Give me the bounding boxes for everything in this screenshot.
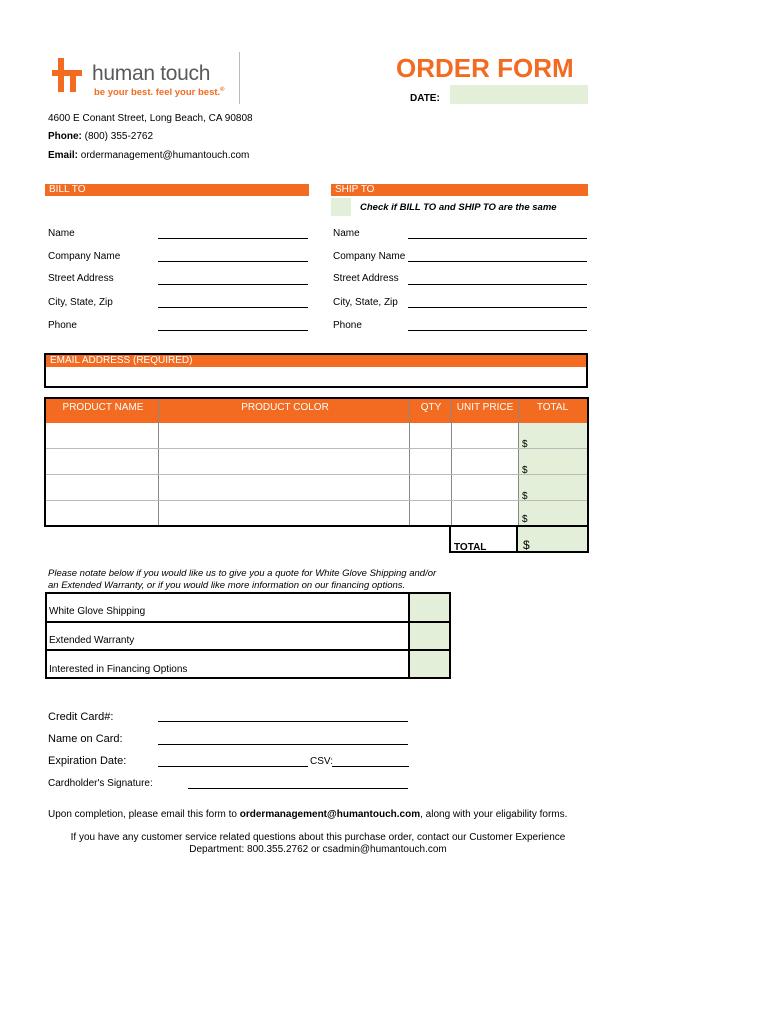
logo-divider xyxy=(239,52,240,104)
signature-label: Cardholder's Signature: xyxy=(48,778,153,789)
csv-label: CSV: xyxy=(310,756,333,767)
col-divider xyxy=(158,399,159,525)
ship-to-company-input[interactable] xyxy=(408,261,587,262)
ship-to-name-label: Name xyxy=(333,228,360,239)
financing-checkbox[interactable] xyxy=(410,651,449,677)
bill-to-phone-label: Phone xyxy=(48,320,77,331)
csv-input[interactable] xyxy=(332,766,409,767)
signature-input[interactable] xyxy=(188,788,408,789)
name-on-card-label: Name on Card: xyxy=(48,733,123,745)
logo-brand: human touch xyxy=(92,62,211,85)
header-qty: QTY xyxy=(420,402,442,413)
header-total: TOTAL xyxy=(536,402,569,413)
bill-to-phone-input[interactable] xyxy=(158,330,308,331)
company-phone: Phone: (800) 355-2762 xyxy=(48,131,154,142)
same-address-label: Check if BILL TO and SHIP TO are the same xyxy=(360,202,557,213)
header-unit-price: UNIT PRICE xyxy=(456,402,514,413)
ship-to-city-input[interactable] xyxy=(408,307,587,308)
same-address-checkbox[interactable] xyxy=(331,198,351,216)
completion-email-link[interactable]: ordermanagement@humantouch.com xyxy=(239,809,421,820)
options-table xyxy=(45,592,451,679)
date-label: DATE: xyxy=(410,93,440,104)
email-required-box xyxy=(44,353,588,388)
row-divider xyxy=(47,621,449,623)
ship-to-phone-input[interactable] xyxy=(408,330,587,331)
white-glove-checkbox[interactable] xyxy=(410,594,449,621)
row-divider xyxy=(46,500,587,501)
row-1-total[interactable]: $ xyxy=(522,439,528,450)
ship-to-street-label: Street Address xyxy=(333,273,399,284)
row-divider xyxy=(46,448,587,449)
row-4-total[interactable]: $ xyxy=(522,514,528,525)
date-input[interactable] xyxy=(450,85,588,104)
row-divider xyxy=(47,649,449,651)
bill-to-company-label: Company Name xyxy=(48,251,121,262)
bill-to-header: BILL TO xyxy=(45,184,309,196)
bill-to-street-input[interactable] xyxy=(158,284,308,285)
ship-to-phone-label: Phone xyxy=(333,320,362,331)
bill-to-name-label: Name xyxy=(48,228,75,239)
email-required-header: EMAIL ADDRESS (REQUIRED) xyxy=(46,355,586,367)
email-required-input[interactable] xyxy=(46,367,586,386)
product-table xyxy=(44,397,589,527)
expiration-label: Expiration Date: xyxy=(48,755,127,767)
option-white-glove: White Glove Shipping xyxy=(49,606,146,617)
ship-to-header: SHIP TO xyxy=(331,184,588,196)
row-divider xyxy=(46,474,587,475)
ship-to-street-input[interactable] xyxy=(408,284,587,285)
bill-to-company-input[interactable] xyxy=(158,261,308,262)
company-address: 4600 E Conant Street, Long Beach, CA 90808 xyxy=(48,113,253,124)
bill-to-name-input[interactable] xyxy=(158,238,308,239)
name-on-card-input[interactable] xyxy=(158,744,408,745)
logo-tagline: be your best. feel your best.® xyxy=(94,87,225,99)
grand-total-dollar: $ xyxy=(523,538,530,552)
extended-warranty-checkbox[interactable] xyxy=(410,623,449,649)
ship-to-name-input[interactable] xyxy=(408,238,587,239)
human-touch-logo-icon xyxy=(52,58,88,92)
option-extended-warranty: Extended Warranty xyxy=(49,635,135,646)
col-divider xyxy=(451,399,452,525)
completion-note: Upon completion, please email this form to ordermanagement@humantouch.com, along with your eligability forms. xyxy=(48,809,568,820)
header-product-name: PRODUCT NAME xyxy=(62,402,144,413)
row-3-total[interactable]: $ xyxy=(522,491,528,502)
credit-card-input[interactable] xyxy=(158,721,408,722)
bill-to-city-label: City, State, Zip xyxy=(48,297,113,308)
ship-to-city-label: City, State, Zip xyxy=(333,297,398,308)
questions-note: If you have any customer service related questions about this purchase order, contact our Customer Experience Department: 800.355.2762 or csadmin@humantouch.com xyxy=(70,832,566,855)
company-email: Email: ordermanagement@humantouch.com xyxy=(48,150,250,161)
row-2-total[interactable]: $ xyxy=(522,465,528,476)
col-divider xyxy=(409,399,410,525)
options-note: Please notate below if you would like us to give you a quote for White Glove Shipping and/or an Extended Warranty, or if you would like more information on our financing options. xyxy=(48,568,437,591)
bill-to-street-label: Street Address xyxy=(48,273,114,284)
bill-to-city-input[interactable] xyxy=(158,307,308,308)
expiration-input[interactable] xyxy=(158,766,308,767)
credit-card-label: Credit Card#: xyxy=(48,711,114,723)
header-product-color: PRODUCT COLOR xyxy=(241,402,329,413)
ship-to-company-label: Company Name xyxy=(333,251,406,262)
option-financing: Interested in Financing Options xyxy=(49,664,188,675)
grand-total-label-cell xyxy=(449,525,517,553)
page-title: ORDER FORM xyxy=(396,53,574,83)
grand-total-label: TOTAL xyxy=(454,542,487,553)
logo xyxy=(52,56,242,102)
grand-total-cell[interactable] xyxy=(516,525,589,553)
